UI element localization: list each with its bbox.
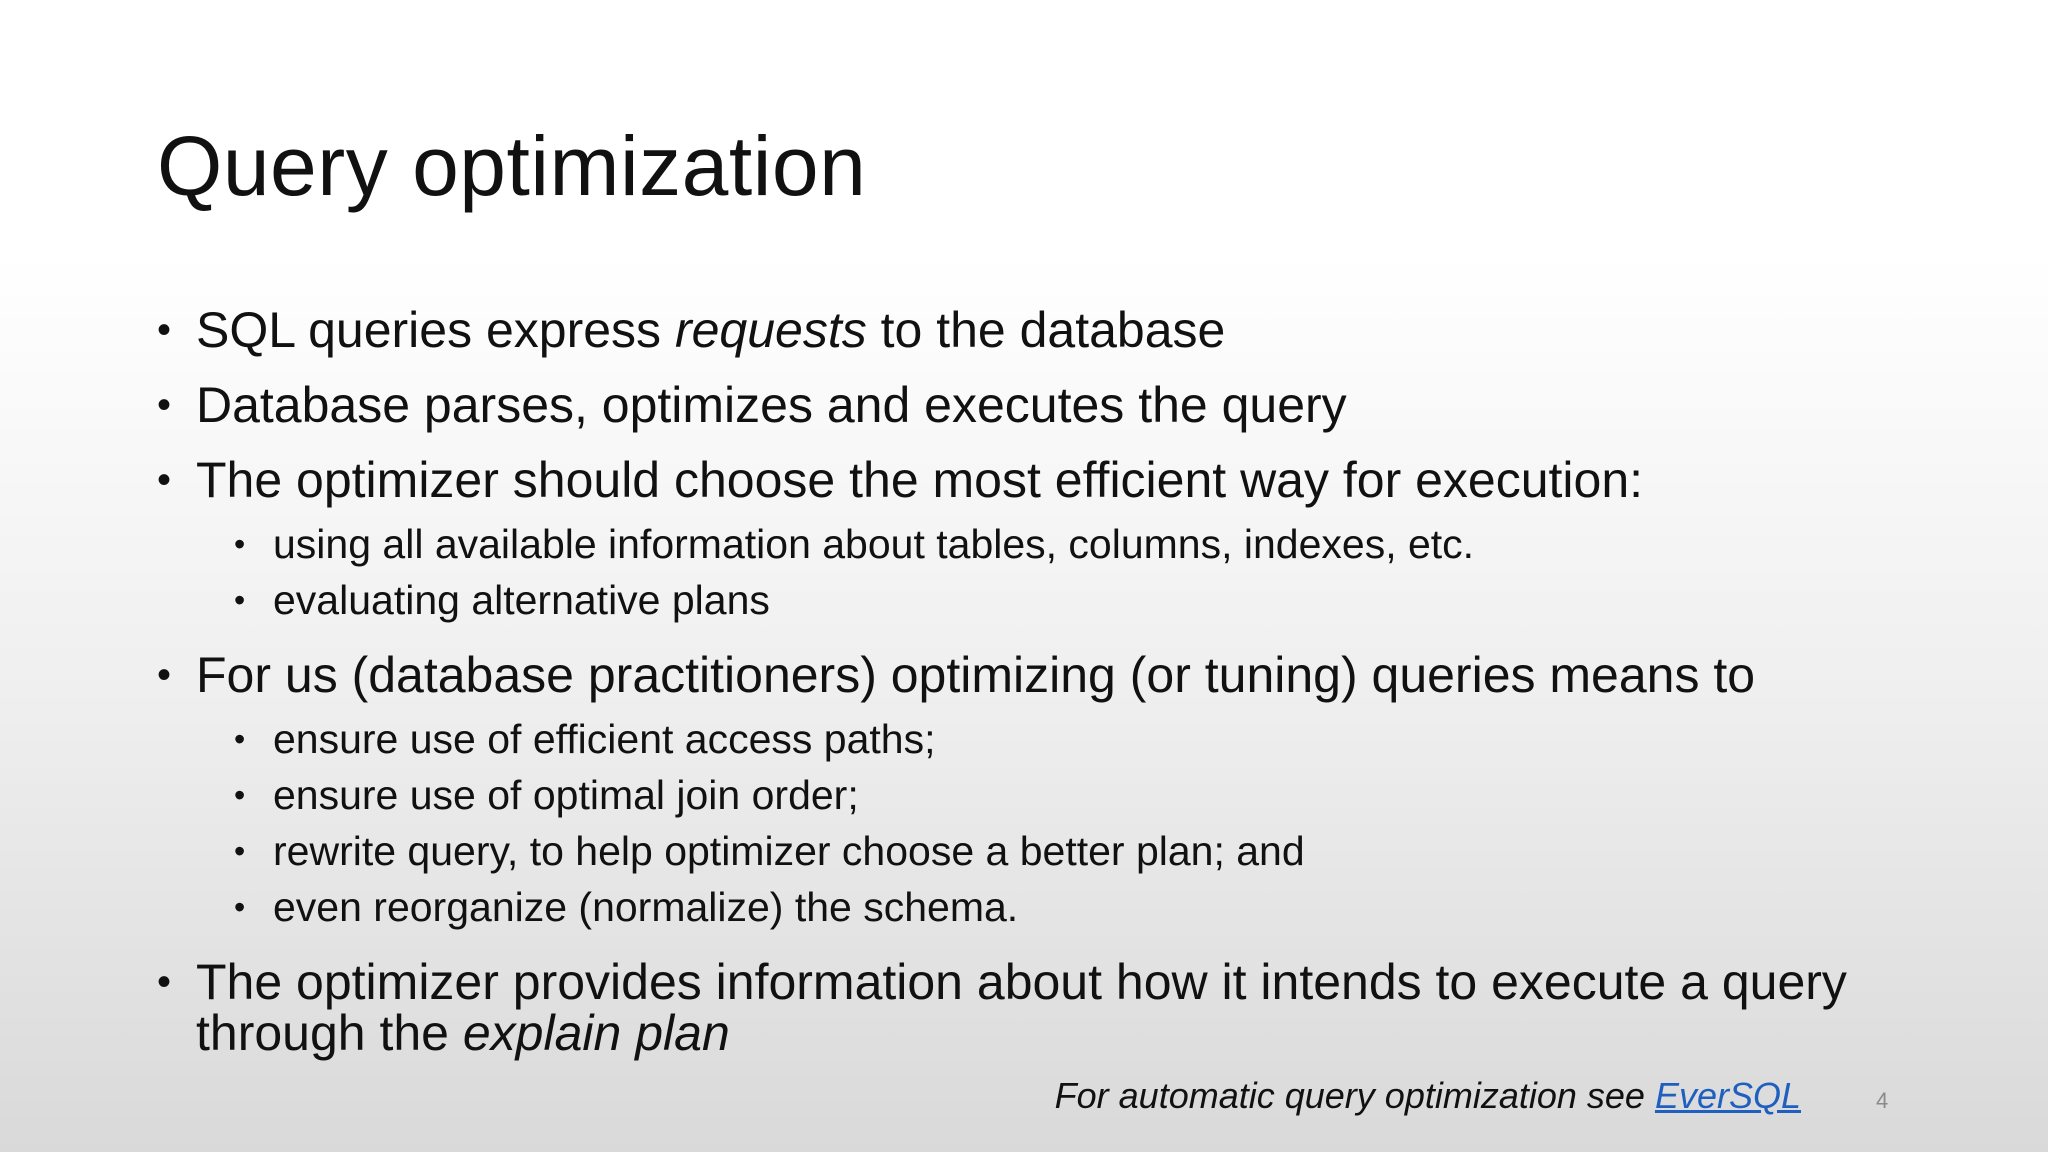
bullet-text: The optimizer provides information about how it intends to execute a query through the — [196, 954, 1847, 1061]
sub-bullet-marker: • — [234, 777, 246, 813]
sub-bullet-text: ensure use of efficient access paths; — [273, 716, 936, 762]
bullet-item — [157, 377, 1957, 433]
footer-text: For automatic query optimization see — [1054, 1075, 1655, 1116]
sub-bullet-text: ensure use of optimal join order; — [273, 772, 859, 818]
bullet-marker: • — [157, 383, 172, 427]
sub-bullet-item — [157, 767, 1957, 823]
sub-bullet-item — [157, 879, 1957, 935]
bullet-emphasis: explain plan — [462, 1005, 730, 1061]
bullet-text: to the database — [866, 302, 1226, 358]
sub-bullet-text: using all available information about tables, columns, indexes, etc. — [273, 521, 1475, 567]
bullet-emphasis: requests — [674, 302, 867, 358]
sub-bullet-item — [157, 572, 1957, 628]
page-number: 4 — [1876, 1088, 1889, 1113]
bullet-marker: • — [157, 653, 172, 697]
bullet-item — [157, 302, 1957, 358]
sub-bullet-marker: • — [234, 721, 246, 757]
bullet-item — [157, 954, 1916, 1061]
sub-bullet-marker: • — [234, 582, 246, 618]
bullet-text: SQL queries express — [196, 302, 675, 358]
bullet-text: For us (database practitioners) optimizing (or tuning) queries means to — [196, 647, 1756, 703]
bullet-marker: • — [157, 308, 172, 352]
sub-bullet-marker: • — [234, 889, 246, 925]
bullet-marker: • — [157, 960, 172, 1004]
bullet-list — [157, 302, 1957, 1083]
slide-title: Query optimization — [157, 119, 867, 213]
bullet-marker: • — [157, 458, 172, 502]
sub-bullet-text: even reorganize (normalize) the schema. — [273, 884, 1019, 930]
eversql-link[interactable]: EverSQL — [1654, 1075, 1801, 1116]
bullet-text: The optimizer should choose the most efficient way for execution: — [196, 452, 1644, 508]
sub-bullet-item — [157, 823, 1957, 879]
sub-bullet-text: evaluating alternative plans — [273, 577, 770, 623]
sub-bullet-list — [157, 711, 1957, 935]
sub-bullet-marker: • — [234, 833, 246, 869]
sub-bullet-text: rewrite query, to help optimizer choose a better plan; and — [273, 828, 1305, 874]
sub-bullet-marker: • — [234, 526, 246, 562]
bullet-text: Database parses, optimizes and executes the query — [196, 377, 1347, 433]
sub-bullet-item — [157, 516, 1957, 572]
footer-note — [1055, 1075, 1801, 1117]
bullet-item — [157, 647, 1957, 703]
bullet-item — [157, 452, 1957, 508]
sub-bullet-item — [157, 711, 1957, 767]
sub-bullet-list — [157, 516, 1957, 628]
